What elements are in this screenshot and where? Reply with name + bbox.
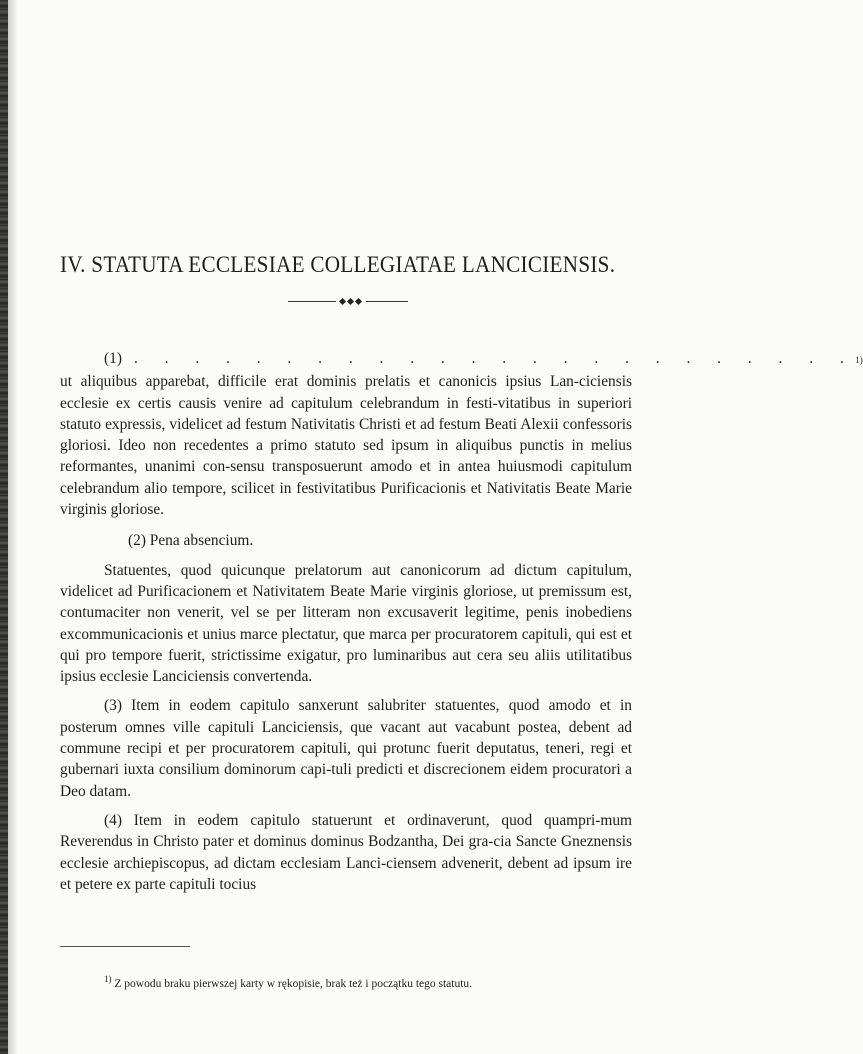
footnote-marker: 1) — [104, 974, 112, 984]
footnote — [104, 974, 632, 990]
section-1-leader — [60, 348, 863, 371]
section-4-paragraph: (4) Item in eodem capitulo statuerunt et ordinaverunt, quod quampri-mum Reverendus in Christo pater et dominus dominus Bodzantha, Dei gra-cia Sancte Gneznensis ecclesie archiepiscopus, ad dictam ecclesiam Lanci-ciensem advenerit, debent ad ipsum ire et petere ex parte capituli tocius — [60, 811, 632, 893]
section-2-heading: (2) Pena absencium. — [128, 532, 254, 550]
footnote-reference: 1) — [855, 355, 863, 365]
book-binding-edge — [0, 0, 8, 1054]
footnote-divider — [60, 946, 190, 947]
binding-shadow — [8, 0, 18, 1054]
ellipsis-leader: . . . . . . . . . . . . . . . . . . . . . . . . — [133, 350, 856, 367]
page-title: IV. STATUTA ECCLESIAE COLLEGIATAE LANCICIENSIS. — [60, 252, 616, 277]
section-2-paragraph: Statuentes, quod quicunque prelatorum aut canonicorum ad dictum capitulum, videlicet ad Purificacionem et Nativitatem Beate Marie virginis gloriose, ut premissum est, contumaciter non venerit, vel se per litteram non excusaverit legitime, penis inobediens excommunicacionis et unius marce plectatur, que marca per procuratorem capituli, qui est et qui pro tempore fuerit, strictissime exigatur, pro luminaribus aut cera seu aliis utilitatibus ipsius ecclesie Lanciciensis convertenda. — [60, 561, 632, 686]
footnote-text: Z powodu braku pierwszej karty w rękopisie, brak też i początku tego statutu. — [114, 977, 473, 990]
section-3-paragraph: (3) Item in eodem capitulo sanxerunt salubriter statuentes, quod amodo et in posterum omnes ville capituli Lanciciensis, que vacant aut vacabunt postea, debent ad commune recipi et per procuratorem capituli, qui protunc fuerit deputatus, teneri, regi et gubernari iuxta consilium dominorum capi-tuli predicti et discrecionem eidem procuratori a Deo datam. — [60, 697, 632, 800]
title-ornament — [288, 298, 408, 306]
section-1-paragraph: ut aliquibus apparebat, difficile erat dominis prelatis et canonicis ipsius Lan-ciciensis ecclesie ex certis causis venire ad capitulum celebrandum in festi-vitatibus in superiori statuto expressis, videlicet ad festum Nativitatis Christi et ad festum Beati Alexii confessoris gloriosi. Ideo non recedentes a primo statuto sed ipsum in aliquibus punctis in melius reformantes, unanimi con-sensu transposuerunt amodo et in antea huiusmodi capitulum celebrandum alio tempore, scilicet in festivitatibus Purificacionis et Nativitatis Beate Marie virginis gloriose. — [60, 373, 632, 519]
statute-text — [60, 348, 863, 895]
section-1-number: (1) — [104, 350, 122, 367]
